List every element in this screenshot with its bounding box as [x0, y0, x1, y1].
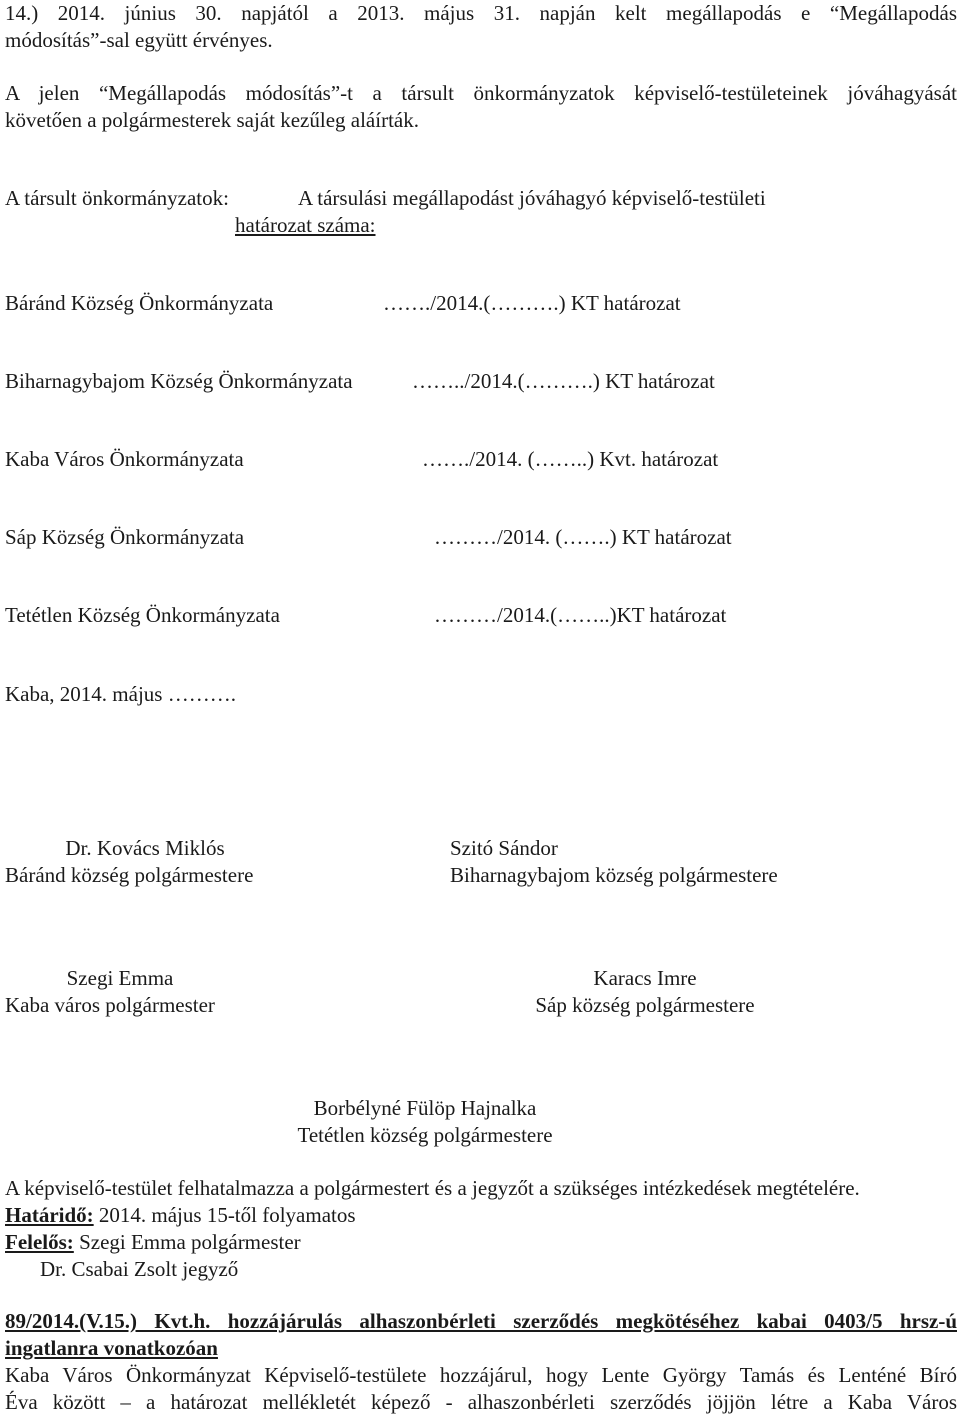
intro-line-1: 14.) 2014. június 30. napjától a 2013. május 31. napján kelt megállapodás e “Megállapodás — [5, 1, 957, 25]
responsible-line — [5, 1229, 301, 1256]
signatory-5-name: Borbélyné Fülöp Hajnalka — [313, 1096, 537, 1120]
resolution-body-line-2: Éva között – a határozat mellékletét képező - alhaszonbérleti szerződés jöjjön létre a Kaba Város — [5, 1390, 957, 1414]
intro-line-3: A jelen “Megállapodás módosítás”-t a társult önkormányzatok képviselő-testületeinek jóváhagyását — [5, 81, 957, 105]
intro-line-2: módosítás”-sal együtt érvényes. — [5, 28, 273, 52]
municipality-name: Biharnagybajom Község Önkormányzata — [5, 369, 353, 393]
municipality-name: Kaba Város Önkormányzata — [5, 447, 244, 471]
signatory-2-title: Biharnagybajom község polgármestere — [450, 863, 778, 887]
header-resolution-number: határozat száma: — [235, 213, 376, 237]
municipality-name: Báránd Község Önkormányzata — [5, 291, 274, 315]
signatory-4-name: Karacs Imre — [593, 966, 697, 990]
municipality-resolution: ……./2014. (……..) Kvt. határozat — [422, 447, 719, 471]
signatory-1-name: Dr. Kovács Miklós — [65, 836, 225, 860]
header-resolution: A társulási megállapodást jóváhagyó képviselő-testületi — [298, 186, 766, 210]
signatory-3-name: Szegi Emma — [66, 966, 174, 990]
municipality-name: Sáp Község Önkormányzata — [5, 525, 245, 549]
resolution-body-line-1: Kaba Város Önkormányzat Képviselő-testülete hozzájárul, hogy Lente György Tamás és Lenténé Bíró — [5, 1363, 957, 1387]
authorization-text: A képviselő-testület felhatalmazza a polgármestert és a jegyzőt a szükséges intézkedések megtételére. — [5, 1176, 860, 1200]
signatory-1-title: Báránd község polgármestere — [5, 863, 254, 887]
deadline-line — [5, 1202, 356, 1229]
municipality-name: Tetétlen Község Önkormányzata — [5, 603, 280, 627]
deadline-value: 2014. május 15-től folyamatos — [93, 1203, 356, 1227]
municipality-resolution: ………/2014.(……..)KT határozat — [434, 603, 727, 627]
signatory-2-name: Szitó Sándor — [450, 836, 558, 860]
responsible-label: Felelős: — [5, 1230, 74, 1254]
resolution-title-line-1: 89/2014.(V.15.) Kvt.h. hozzájárulás alhaszonbérleti szerződés megkötéséhez kabai 0403/5 hrsz-ú — [5, 1309, 957, 1333]
municipality-resolution: ………/2014. (…….) KT határozat — [434, 525, 732, 549]
place-date: Kaba, 2014. május ………. — [5, 682, 236, 706]
municipality-resolution: ……./2014.(……….) KT határozat — [383, 291, 681, 315]
signatory-3-title: Kaba város polgármester — [5, 993, 215, 1017]
signatory-5-title: Tetétlen község polgármestere — [297, 1123, 553, 1147]
municipality-resolution: ……../2014.(……….) KT határozat — [412, 369, 715, 393]
responsible-second: Dr. Csabai Zsolt jegyző — [40, 1257, 239, 1281]
deadline-label: Határidő: — [5, 1203, 94, 1227]
resolution-title-line-2: ingatlanra vonatkozóan — [5, 1336, 218, 1360]
signatory-4-title: Sáp község polgármestere — [535, 993, 755, 1017]
signatory-name — [5, 835, 285, 862]
header-municipalities: A társult önkormányzatok: — [5, 186, 229, 210]
intro-line-4: követően a polgármesterek saját kezűleg aláírták. — [5, 108, 419, 132]
responsible-value: Szegi Emma polgármester — [73, 1230, 301, 1254]
